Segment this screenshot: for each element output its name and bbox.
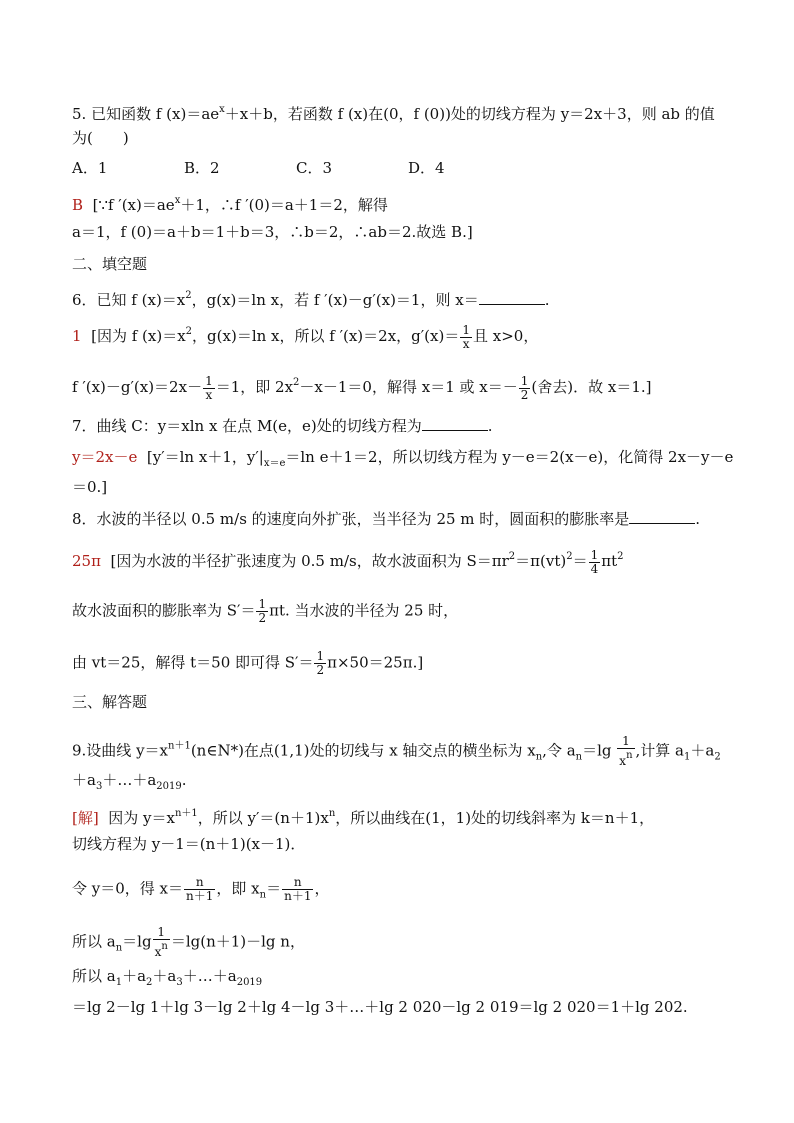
q5-solution-line2: a＝1，f (0)＝a＋b＝1＋b＝3，∴b＝2，∴ab＝2.故选 B.] (72, 223, 473, 241)
fraction: $\frac{n}{n+1}$ (186, 875, 214, 903)
q8-solution-line3: 由 vt＝25，解得 t＝50 即可得 S′＝ $\frac{1}{2}$ π×50＝25π.] (72, 649, 424, 677)
q9-solution-label: [解] (72, 809, 99, 827)
q5-stem-line2: 为( ) (72, 129, 129, 147)
q9-solution-line2: 切线方程为 y－1＝(n＋1)(x－1)． (72, 835, 306, 853)
fraction: $\frac{1}{x^n}$ (154, 925, 168, 959)
q6-stem: 6．已知 f $(x)=x^2$，g(x)＝ln x，若 f ′(x)－g′(x)＝1，则 x＝ . (72, 290, 550, 309)
fraction: $\frac{1}{4}$ (590, 547, 599, 576)
q9-stem-line1: 9.设曲线 $y=x^{n+1}(n\in N*)$在点(1,1)处的切线与 x 轴交点的横坐标为 $x_n$,令 $a_n=\lg$ $\frac{1}{x^n}$ ,计算 $a_1+a_2$ (72, 734, 721, 768)
section-solve-title: 三、解答题 (72, 693, 148, 711)
fraction: $\frac{1}{x}$ (205, 373, 213, 402)
q9-solution-line6: ＝lg 2－lg 1＋lg 3－lg 2＋lg 4－lg 3＋…＋lg 2 020－lg 2 019＝lg 2 020＝1＋lg 202. (72, 998, 688, 1016)
q8-blank (629, 509, 695, 524)
option-b: B．2 (184, 159, 220, 177)
q7-solution-line1: y＝2x－e [y′＝ln x＋1，$y'|_{x=e}=\ln$ e＋1＝2，所以切线方程为 y－e＝2(x－e)，化简得 2x－y－e (72, 448, 734, 469)
option-d: D．4 (408, 159, 445, 177)
q7-stem: 7．曲线 C：y＝xln x 在点 M(e，e)处的切线方程为 . (72, 417, 493, 435)
q9-solution-line4: 所以 $a_n=\lg$ $\frac{1}{x^n}$ ＝lg(n＋1)－lg n， (72, 925, 305, 959)
fraction: $\frac{1}{x^n}$ (619, 734, 633, 768)
q9-solution-line1: [解] 因为 $y=x^{n+1}$，所以 $y'=(n+1)x^n$，所以曲线在(1，1)处的切线斜率为 k＝n＋1， (72, 808, 655, 827)
q6-solution-line1: 1 [因为 f $(x)=x^2$，g(x)＝ln x，所以 f ′(x)＝2x，g′(x)＝ $\frac{1}{x}$ 且 x>0， (72, 322, 539, 351)
q7-answer: y＝2x－e (72, 448, 138, 466)
q9-solution-line5: 所以 $a_1+a_2+a_3+\dots+a_{2019}$ (72, 967, 263, 988)
q6-solution-line2: f ′(x)－g′(x)＝2x－ $\frac{1}{x}$ ＝1，即 $2x^2-x-1=0$，解得 x＝1 或 x＝－ $\frac{1}{2}$ (舍去)．故 x＝1.] (72, 373, 652, 402)
q5-stem-line1: 5. 已知函数 f $(x)=ae^x+x+b$，若函数 f (x)在(0，f (0))处的切线方程为 y＝2x＋3，则 ab 的值 (72, 104, 715, 123)
option-c: C．3 (296, 159, 333, 177)
fraction: $\frac{1}{2}$ (316, 649, 325, 677)
q8-answer: 25π (72, 552, 101, 570)
q6-blank (479, 290, 545, 305)
fraction: $\frac{1}{x}$ (462, 322, 470, 351)
q5-solution-line1: B [∵f $'(x)=ae^x+1$，∴f ′(0)＝a＋1＝2，解得 (72, 195, 388, 214)
q5-options (72, 158, 722, 178)
q6-answer: 1 (72, 327, 82, 345)
fraction: $\frac{1}{2}$ (258, 597, 267, 625)
q8-solution-line2: 故水波面积的膨胀率为 S′＝ $\frac{1}{2}$ πt. 当水波的半径为 25 时， (72, 597, 459, 625)
q7-blank (422, 416, 488, 431)
section-fill-in-title: 二、填空题 (72, 255, 148, 273)
q9-solution-line3: 令 y＝0，得 x＝ $\frac{n}{n+1}$ ，即 $x_n=$ $\frac{n}{n+1}$ ， (72, 875, 330, 903)
q5-answer: B (72, 196, 84, 214)
fraction: $\frac{n}{n+1}$ (284, 875, 312, 903)
fraction: $\frac{1}{2}$ (520, 373, 529, 402)
option-a: A．1 (72, 159, 108, 177)
q7-solution-line2: ＝0.] (72, 478, 108, 496)
q8-solution-line1: 25π [因为水波的半径扩张速度为 0.5 m/s，故水波面积为 $S=\pi r^2=\pi(vt)^2=$ $\frac{1}{4}$ $\pi t^2$ (72, 547, 624, 576)
q8-stem: 8．水波的半径以 0.5 m/s 的速度向外扩张，当半径为 25 m 时，圆面积的膨胀率是 . (72, 510, 701, 528)
q9-stem-line2: $+a_3+\dots+a_{2019}$. (72, 771, 187, 792)
